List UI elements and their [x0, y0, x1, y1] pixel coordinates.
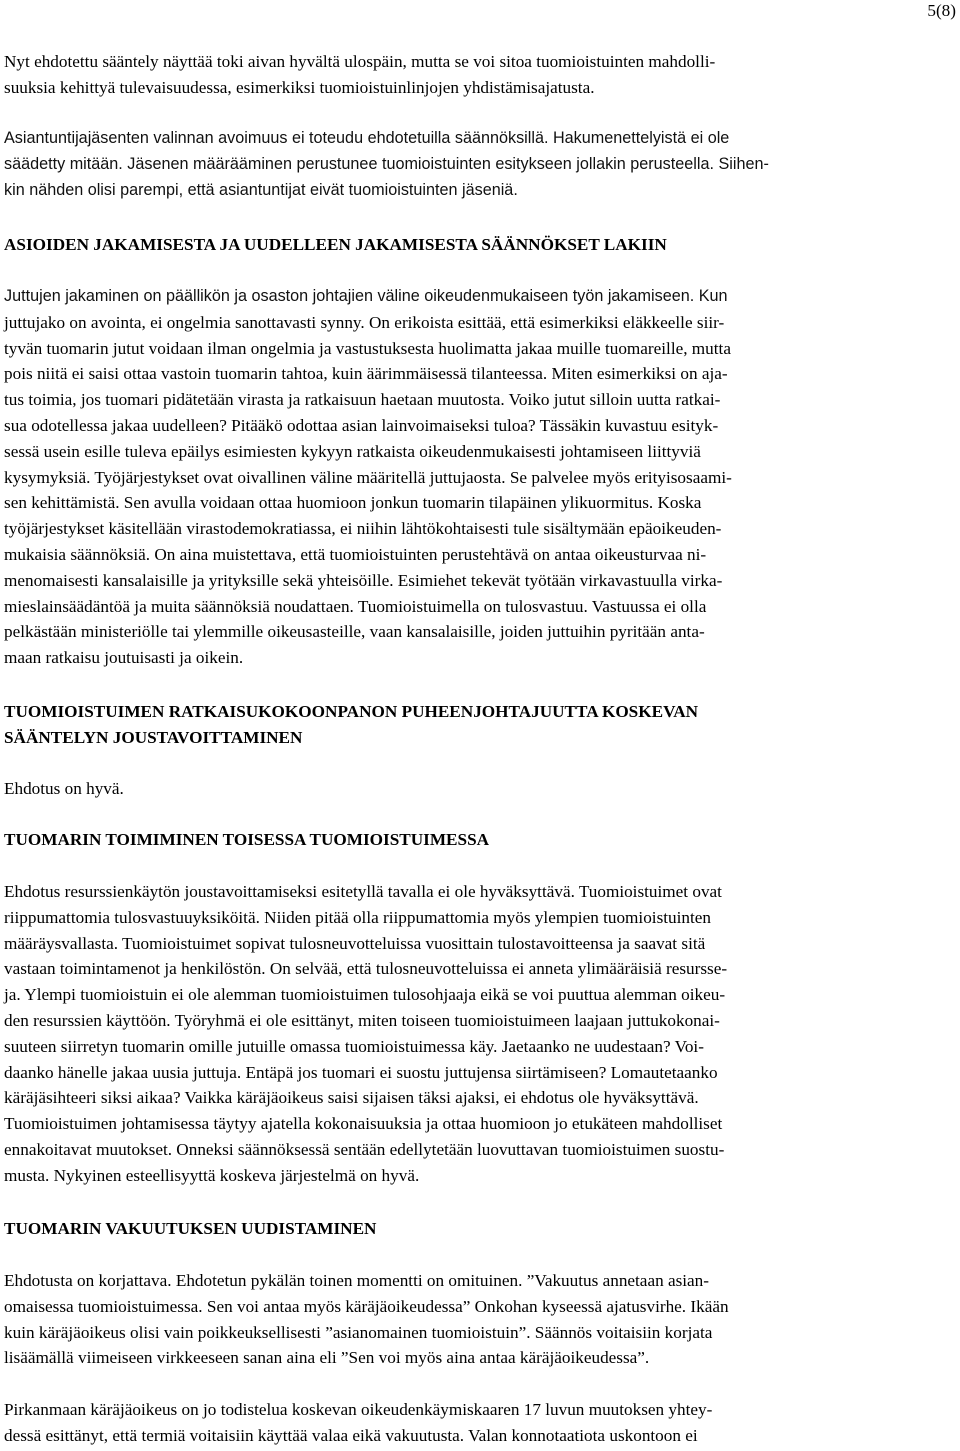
text-line: sen kehittämistä. Sen avulla voidaan ottaa huomioon jonkun tuomarin tilapäinen ylikuormitus. Koska — [4, 493, 702, 513]
section-heading-chairmanship — [4, 699, 698, 751]
paragraph-6 — [4, 1268, 729, 1371]
text-line: lisäämällä viimeiseen virkkeeseen sanan aina eli ”Sen voi myös aina antaa käräjäoikeudessa”. — [4, 1348, 650, 1368]
text-line: työjärjestykset käsitellään virastodemokratiassa, ei niihin lähtökohtaisesti tule sisältymään epäoikeuden- — [4, 519, 722, 539]
text-line: tus toimia, jos tuomari pidätetään virasta ja ratkaisuun haetaan muutosta. Voiko jutut silloin uutta ratkai- — [4, 390, 721, 410]
text-line: pois niitä ei saisi ottaa vastoin tuomarin tahtoa, kuin äärimmäisessä tilanteessa. Miten esimerkiksi on aja- — [4, 364, 728, 384]
page-number: 5(8) — [927, 1, 956, 20]
text-line: Nyt ehdotettu sääntely näyttää toki aivan hyvältä ulospäin, mutta se voi sitoa tuomioistuinten mahdolli- — [4, 52, 716, 71]
text-line: maan ratkaisu joutuisasti ja oikein. — [4, 648, 244, 668]
text-line: Ehdotusta on korjattava. Ehdotetun pykälän toinen momentti on omituinen. ”Vakuutus annetaan asian- — [4, 1271, 709, 1290]
text-line: suuteen siirretyn tuomarin omille jutuille omassa tuomioistuimessa käy. Jaetaanko ne uudestaan? Voi- — [4, 1036, 704, 1056]
text-line: dessä esittänyt, että termiä voitaisiin käyttää valaa eikä vakuutusta. Valan konnotaatiota uskontoon ei — [4, 1425, 698, 1445]
text-line: den resurssien käyttöön. Työryhmä ei ole esittänyt, miten toiseen tuomioistuimeen laajaan juttukokonai- — [4, 1010, 720, 1030]
text-line: suuksia kehittyä tulevaisuudessa, esimerkiksi tuomioistuinlinjojen yhdistämisajatusta. — [4, 77, 595, 97]
text-line: ennakoitavat muutokset. Onneksi säännöksessä sentään edellytetään luovuttavan tuomioistuimen suostu- — [4, 1139, 725, 1159]
text-line: kin nähden olisi parempi, että asiantuntijat eivät tuomioistuinten jäseniä. — [4, 180, 518, 199]
text-line: säädetty mitään. Jäsenen määrääminen perustunee tuomioistuinten esitykseen jollakin perusteella. Siihen- — [4, 154, 769, 173]
text-line: Tuomioistuimen johtamisessa täytyy ajatella kokonaisuuksia ja ottaa huomioon jo etukäteen mahdolliset — [4, 1114, 723, 1134]
text-line: Ehdotus resurssienkäytön joustavoittamiseksi esitetyllä tavalla ei ole hyväksyttävä. Tuomioistuimet ovat — [4, 882, 722, 901]
text-line: sua odotellessa jakaa uudelleen? Pitääkö odottaa asian lainvoimaiseksi tuloa? Tässäkin kuvastuu esityk- — [4, 415, 719, 435]
section-heading-other-court: TUOMARIN TOIMIMINEN TOISESSA TUOMIOISTUIMESSA — [4, 830, 490, 849]
text-line: omaisessa tuomioistuimessa. Sen voi antaa myös käräjäoikeudessa” Onkohan kyseessä ajatusvirhe. Ikään — [4, 1296, 729, 1316]
paragraph-7 — [4, 1397, 712, 1449]
paragraph-3 — [4, 284, 732, 671]
text-line: käräjäsihteeri siksi aikaa? Vaikka käräjäoikeus saisi sijaisen täksi ajaksi, ei ehdotus ole hyväksyttävä. — [4, 1088, 699, 1108]
text-line: musta. Nykyinen esteellisyyttä koskeva järjestelmä on hyvä. — [4, 1165, 420, 1185]
text-line: daanko hänelle jakaa uusia juttuja. Entäpä jos tuomari ei suostu juttujensa siirtämiseen? Lomautetaanko — [4, 1062, 718, 1082]
text-line: juttujako on avointa, ei ongelmia sanottavasti synny. On erikoista esittää, että esimerkiksi eläkkeelle siir- — [4, 312, 725, 332]
text-line: sessä usein esille tuleva epäilys esimiesten kykyyn ratkaista oikeudenmukaisesti johtamiseen liittyviä — [4, 441, 701, 461]
paragraph-1 — [4, 49, 715, 101]
text-line: mieslainsäädäntöä ja muita säännöksiä noudattaen. Tuomioistuimella on tulosvastuu. Vastuussa ei olla — [4, 596, 707, 616]
text-line: mukaisia säännöksiä. On aina muistettava, että tuomioistuinten perustehtävä on antaa oikeusturvaa ni- — [4, 544, 707, 564]
section-heading-case-allocation: ASIOIDEN JAKAMISESTA JA UUDELLEEN JAKAMISESTA SÄÄNNÖKSET LAKIIN — [4, 235, 667, 254]
section-heading-judges-oath: TUOMARIN VAKUUTUKSEN UUDISTAMINEN — [4, 1219, 377, 1238]
text-line: Juttujen jakaminen on päällikön ja osaston johtajien väline oikeudenmukaiseen työn jakamiseen. Kun — [4, 287, 728, 305]
paragraph-2 — [4, 126, 769, 203]
heading-line: TUOMIOISTUIMEN RATKAISUKOKOONPANON PUHEENJOHTAJUUTTA KOSKEVAN — [4, 702, 699, 721]
text-line: ja. Ylempi tuomioistuin ei ole alemman tuomioistuimen tulosohjaaja eikä se voi puuttua alemman oikeu- — [4, 985, 726, 1005]
paragraph-4: Ehdotus on hyvä. — [4, 779, 124, 798]
text-line: Pirkanmaan käräjäoikeus on jo todistelua koskevan oikeudenkäymiskaaren 17 luvun muutoksen yhtey- — [4, 1400, 713, 1419]
heading-line: SÄÄNTELYN JOUSTAVOITTAMINEN — [4, 727, 303, 747]
text-line: kysymyksiä. Työjärjestykset ovat oivallinen väline määritellä juttujaosta. Se palvelee myös erityisosaami- — [4, 467, 732, 487]
text-line: vastaan toimintamenot ja henkilöstön. On selvää, että tulosneuvotteluissa ei anneta ylimääräisiä resursse- — [4, 959, 728, 979]
text-line: menomaisesti kansalaisille ja yrityksille sekä yhteisöille. Esimiehet tekevät työtään virkavastuulla virka- — [4, 570, 723, 590]
text-line: tyvän tuomarin jutut voidaan ilman ongelmia ja vastustuksesta huolimatta jakaa muille tuomareille, mutta — [4, 338, 731, 358]
text-line: riippumattomia tulosvastuuyksiköitä. Niiden pitää olla riippumattomia myös ylempien tuomioistuinten — [4, 907, 711, 927]
paragraph-5 — [4, 879, 727, 1189]
text-line: pelkästään ministeriölle tai ylemmille oikeusasteille, vaan kansalaisille, joiden juttuihin pyritään anta- — [4, 622, 705, 642]
text-line: määräysvallasta. Tuomioistuimet sopivat tulosneuvotteluissa vuosittain tulostavoitteensa ja saavat sitä — [4, 933, 706, 953]
text-line: kuin käräjäoikeus olisi vain poikkeuksellisesti ”asianomainen tuomioistuin”. Säännös voitaisiin korjata — [4, 1322, 713, 1342]
text-line: Asiantuntijajäsenten valinnan avoimuus ei toteudu ehdotetuilla säännöksillä. Hakumenettelyistä ei ole — [4, 129, 730, 147]
